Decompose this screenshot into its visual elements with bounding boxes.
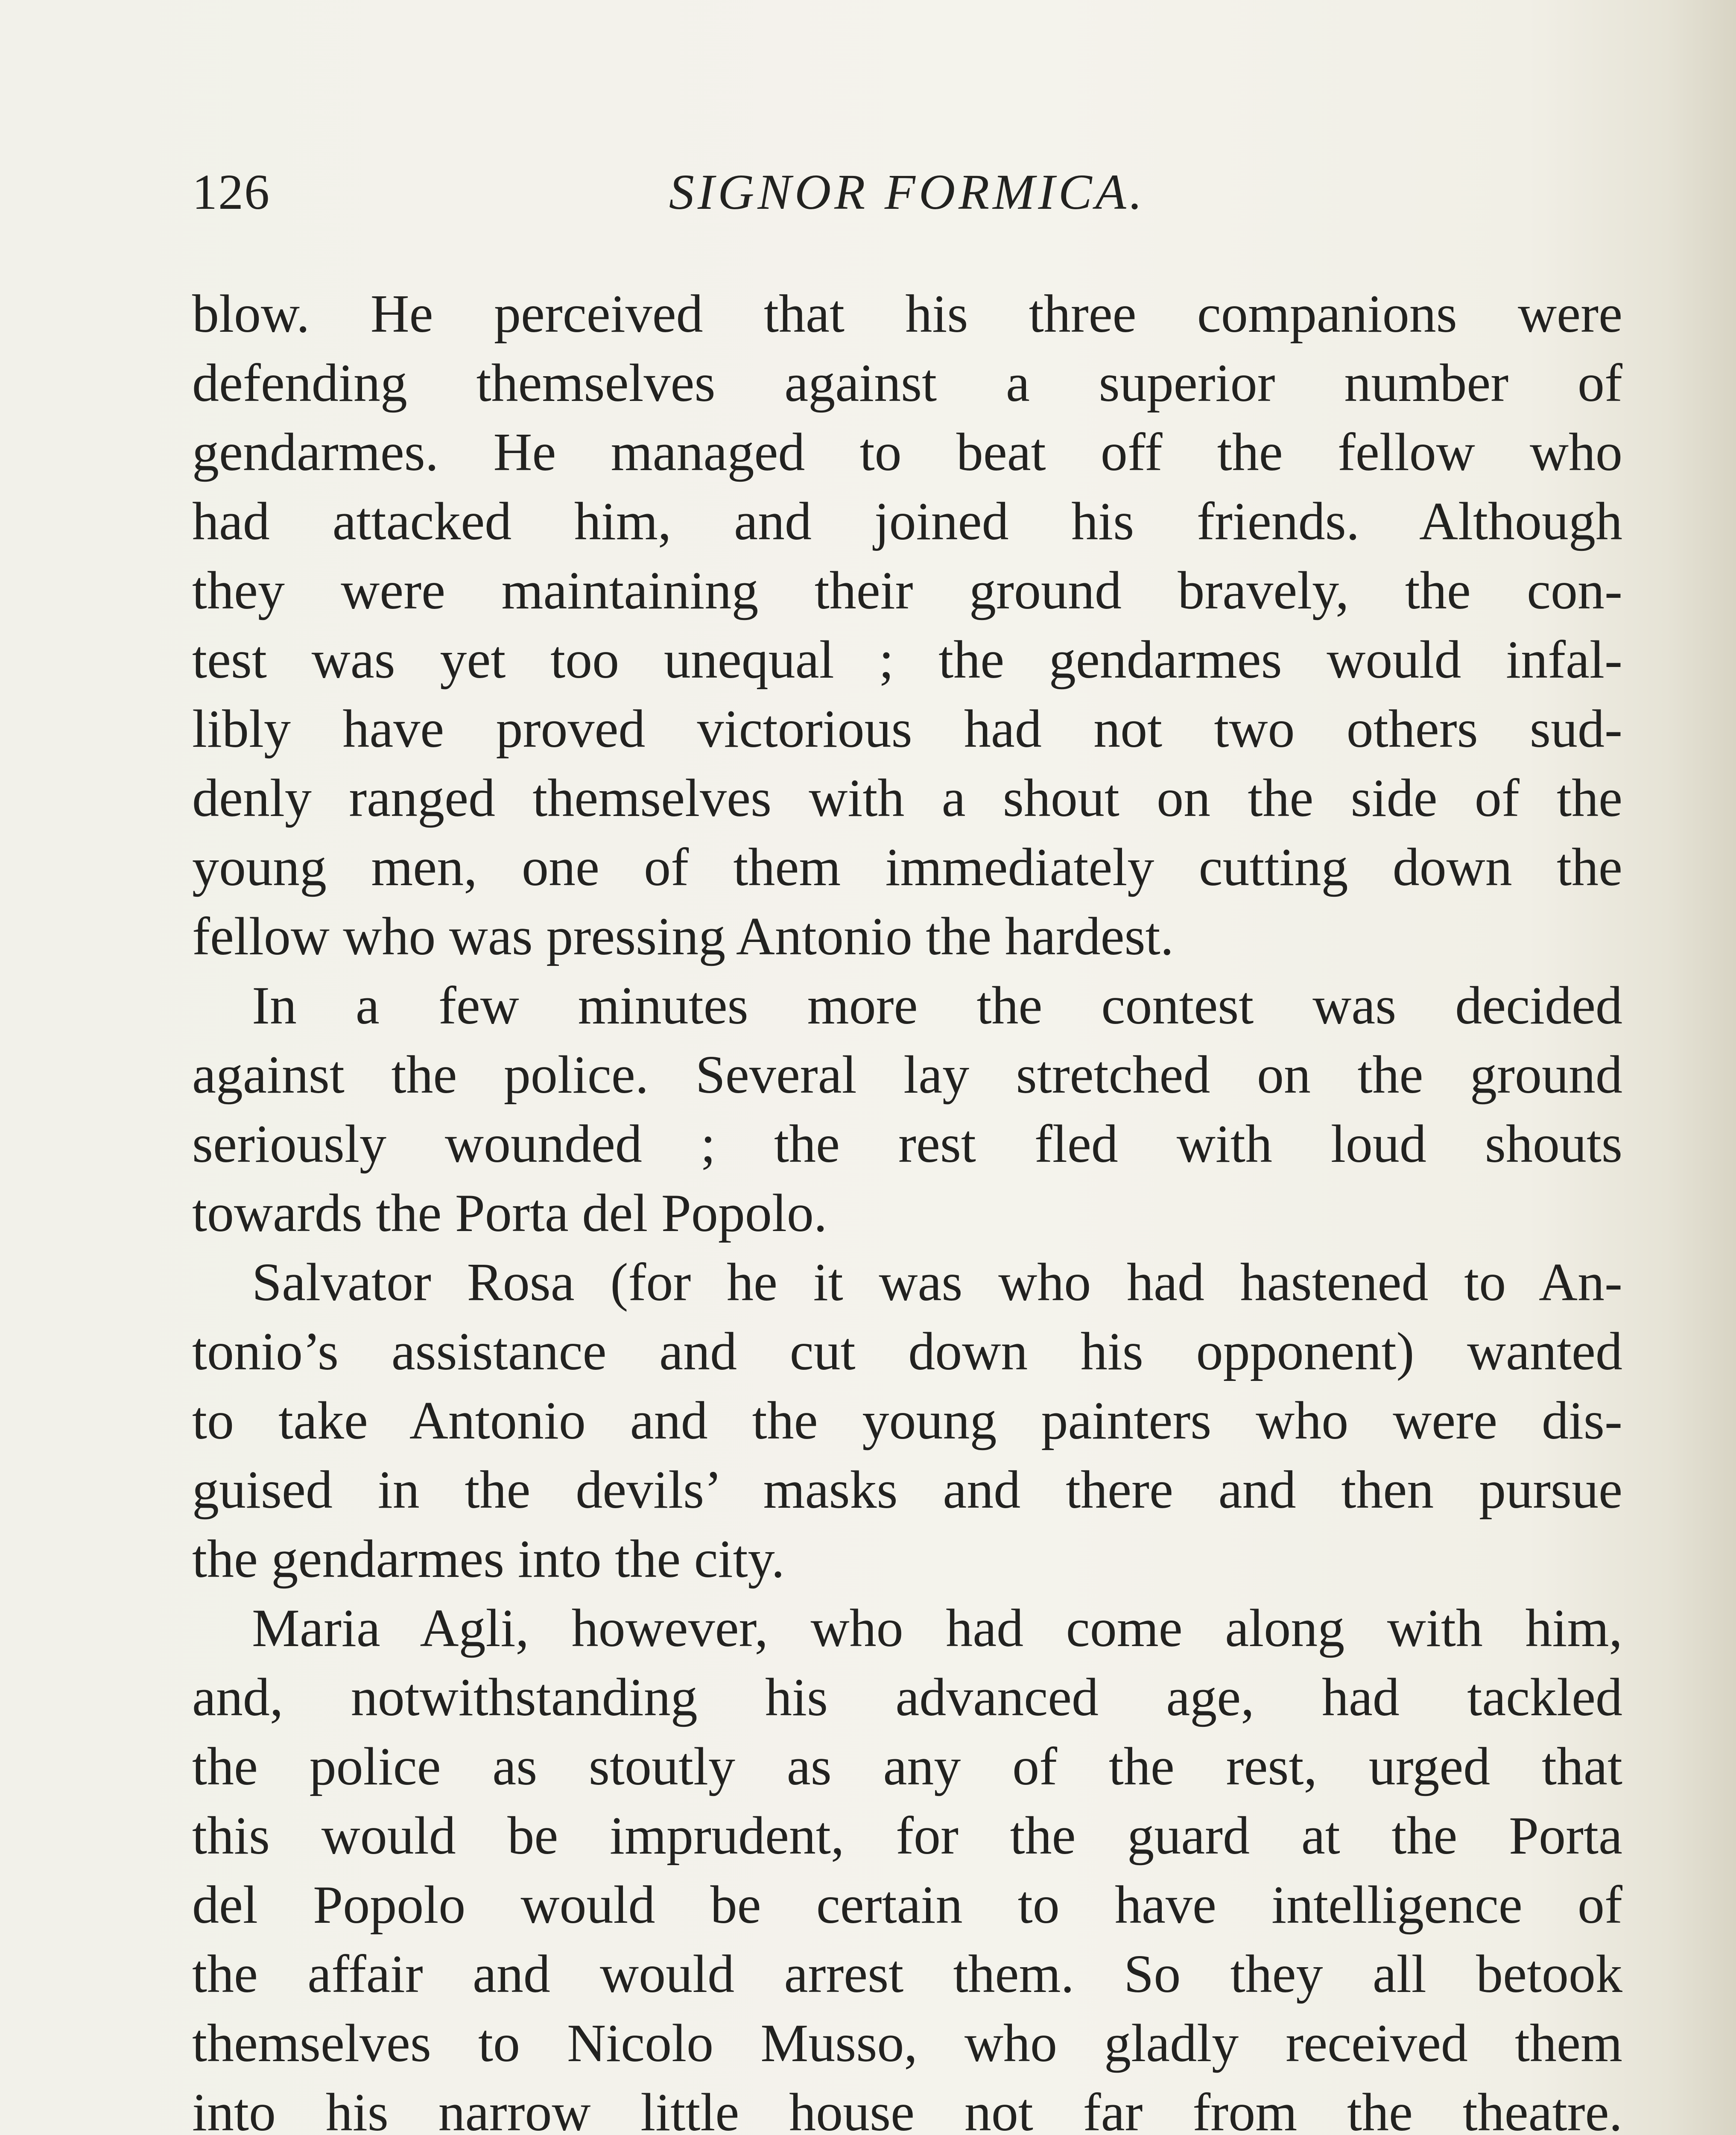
text-line: to take Antonio and the young painters who were dis- <box>192 1391 1622 1451</box>
text-line: and, notwithstanding his advanced age, had tackled <box>192 1668 1622 1727</box>
text-line: towards the Porta del Popolo. <box>192 1184 827 1243</box>
text-line: libly have proved victorious had not two others sud- <box>192 699 1622 759</box>
text-line: In a few minutes more the contest was decided <box>252 976 1622 1035</box>
text-line: denly ranged themselves with a shout on the side of the <box>192 769 1622 828</box>
text-line: the gendarmes into the city. <box>192 1530 785 1589</box>
text-line: into his narrow little house not far from the theatre. <box>192 2083 1622 2135</box>
text-line: Salvator Rosa (for he it was who had hastened to An- <box>252 1253 1622 1312</box>
text-line: this would be imprudent, for the guard at the Porta <box>192 1806 1622 1866</box>
text-line: gendarmes. He managed to beat off the fellow who <box>192 423 1622 482</box>
text-line: Maria Agli, however, who had come along with him, <box>252 1599 1622 1658</box>
text-line: tonio’s assistance and cut down his opponent) wanted <box>192 1322 1622 1381</box>
text-line: test was yet too unequal ; the gendarmes would infal- <box>192 630 1622 690</box>
text-line: defending themselves against a superior number of <box>192 354 1622 413</box>
page-header <box>192 154 1622 231</box>
text-line: the police as stoutly as any of the rest, urged that <box>192 1737 1622 1796</box>
text-line: seriously wounded ; the rest fled with loud shouts <box>192 1114 1622 1174</box>
text-line: they were maintaining their ground bravely, the con- <box>192 561 1622 620</box>
text-line: against the police. Several lay stretched on the ground <box>192 1045 1622 1105</box>
text-line: the affair and would arrest them. So they all betook <box>192 1945 1622 2004</box>
text-line: guised in the devils’ masks and there and then pursue <box>192 1460 1622 1520</box>
text-line: blow. He perceived that his three companions were <box>192 284 1622 344</box>
page-number: 126 <box>192 164 270 220</box>
body-text <box>192 280 1622 2135</box>
text-line: del Popolo would be certain to have intelligence of <box>192 1875 1622 1935</box>
running-head: SIGNOR FORMICA. <box>669 164 1146 220</box>
text-line: young men, one of them immediately cutting down the <box>192 838 1622 897</box>
text-line: fellow who was pressing Antonio the hardest. <box>192 907 1174 966</box>
text-line: themselves to Nicolo Musso, who gladly received them <box>192 2014 1622 2073</box>
text-line: had attacked him, and joined his friends. Although <box>192 492 1622 551</box>
